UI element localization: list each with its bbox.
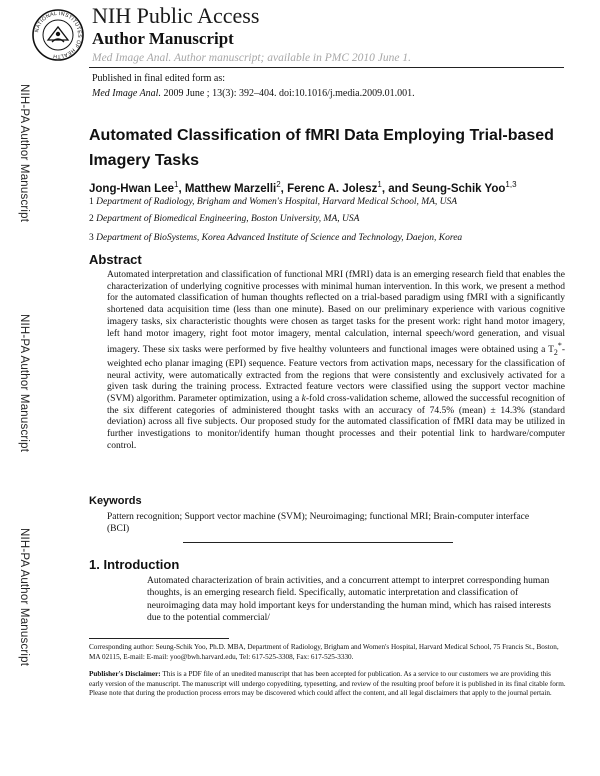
- abstract-body: [107, 270, 565, 453]
- author-affiliation-marker: 1: [173, 180, 179, 189]
- introduction-text: Automated characterization of brain activities, and a concurrent attempt to interpret corresponding human thoughts, is an emerging research field. Specifically, automatic interpretation and classification of neuroimaging data may hold important keys for understanding the human mind, which has raised interests due to the potential commercial/: [147, 576, 551, 623]
- author-separator: ,: [178, 182, 185, 195]
- citation-journal: Med Image Anal.: [92, 88, 161, 99]
- keywords-heading: Keywords: [89, 495, 142, 507]
- correspondence-footnote: Corresponding author: Seung-Schik Yoo, Ph.D. MBA, Department of Radiology, Brigham and Women's Hospital, Harvard Medical School, 75 Francis St., Boston, MA 02115, E-mail: E-mail: yoo@bwh.harvard.edu, Tel: 617-525-3308, Fax: 617-525-3330.: [89, 643, 559, 661]
- publisher-disclaimer: [89, 670, 567, 699]
- abstract-t2-superscript: *: [557, 341, 562, 351]
- affiliation-number: 3: [89, 233, 94, 243]
- keywords-list: Pattern recognition; Support vector machine (SVM); Neuroimaging; functional MRI; Brain-computer interface (BCI): [107, 512, 530, 534]
- pmc-availability-line: [92, 52, 411, 64]
- side-stamp-middle: NIH-PA Author Manuscript: [18, 314, 30, 453]
- affiliation-3: [89, 233, 462, 243]
- paper-title: Automated Classification of fMRI Data Employing Trial-based Imagery Tasks: [89, 127, 554, 169]
- abstract-t2-subscript: 2: [553, 348, 558, 358]
- author-list: [89, 180, 517, 195]
- side-stamp-top: NIH-PA Author Manuscript: [18, 84, 30, 223]
- affiliation-text: Department of Radiology, Brigham and Women's Hospital, Harvard Medical School, MA, USA: [96, 197, 458, 207]
- affiliation-1: [89, 197, 457, 207]
- published-final-label: Published in final edited form as:: [92, 73, 226, 84]
- author-name: Matthew Marzelli: [184, 182, 277, 195]
- abstract-text-part3: -fold cross-validation scheme, allowed the successful recognition of the six different categories of administered thought tasks with an accuracy of 74.5% (mean) ± 14.3% (standard deviation) across all five subjects. Our proposed study for the automated classification of fMRI data may be utilized in further investigations to monitor/identify human thought processes and their potential link to hardware/computer control.: [107, 394, 565, 451]
- author-separator: ,: [280, 182, 288, 195]
- citation-details: 2009 June ; 13(3): 392–404. doi:10.1016/j.media.2009.01.001.: [163, 88, 415, 99]
- introduction-heading: 1. Introduction: [89, 557, 180, 572]
- affiliation-text: Department of Biomedical Engineering, Boston University, MA, USA: [96, 214, 360, 224]
- affiliation-text: Department of BioSystems, Korea Advanced Institute of Science and Technology, Daejon, Korea: [96, 233, 463, 243]
- nih-public-access-title: NIH Public Access: [92, 3, 260, 28]
- keywords-divider: [183, 542, 453, 543]
- affiliation-number: 1: [89, 197, 94, 207]
- header-divider: [89, 67, 564, 68]
- pmc-availability-text: Author manuscript; available in PMC 2010 June 1.: [173, 52, 411, 64]
- svg-text:NATIONAL INSTITUTES OF HEALTH: NATIONAL INSTITUTES OF HEALTH: [34, 10, 83, 60]
- abstract-k-variable: k: [301, 394, 306, 405]
- author-affiliation-marker: 1: [377, 180, 382, 189]
- abstract-heading: Abstract: [89, 252, 142, 267]
- author-affiliation-marker: 2: [276, 180, 281, 189]
- author-affiliation-marker: 1,3: [505, 180, 517, 189]
- nih-seal-logo: [31, 8, 85, 62]
- abstract-text-part2: -weighted echo planar imaging (EPI) sequence. Feature vectors from activation maps, necessary for the classification of neural activity, were automatically extracted from the regions that were consistently and exclusively activated for a given task during the training process. Extracted feature vectors were classified using the support vector machine (SVM) algorithm. Parameter optimization, using a: [107, 345, 565, 405]
- author-manuscript-title: Author Manuscript: [92, 29, 234, 48]
- side-stamp-bottom: NIH-PA Author Manuscript: [18, 528, 30, 667]
- author-name: Ferenc A. Jolesz: [287, 182, 378, 195]
- citation-line: [92, 88, 415, 99]
- author-separator: , and: [381, 182, 412, 195]
- affiliation-2: [89, 214, 359, 224]
- pmc-journal-name: Med Image Anal.: [92, 52, 172, 64]
- abstract-text-part1: Automated interpretation and classification of functional MRI (fMRI) data is an emerging research field that enables the characterization of underlying cognitive processes with minimal human intervention. In this work, we present a method for the automated classification of human thoughts reflected on a trial-based paradigm using fMRI with a significantly shortened data acquisition time (less than one minute). Based on our preliminary experience with various cognitive imagery tasks, six characteristic thoughts were chosen as target tasks for the present work: right hand motor imagery, left hand motor imagery, right foot motor imagery, mental calculation, internal speech/word generation, and visual imagery. These six tasks were performed by five healthy volunteers and functional images were obtained using a T: [107, 270, 565, 356]
- author-name: Jong-Hwan Lee: [89, 182, 174, 195]
- footnote-divider: [89, 638, 229, 639]
- disclaimer-text: This is a PDF file of an unedited manuscript that has been accepted for publication. As a service to our customers we are providing this early version of the manuscript. The manuscript will undergo copyediting, typesetting, and review of the resulting proof before it is published in its final citable form. Please note that during the production process errors may be discovered which could affect the content, and all legal disclaimers that apply to the journal pertain.: [89, 670, 566, 698]
- affiliation-number: 2: [89, 214, 94, 224]
- author-name: Seung-Schik Yoo: [411, 182, 506, 195]
- disclaimer-label: Publisher's Disclaimer:: [89, 670, 161, 678]
